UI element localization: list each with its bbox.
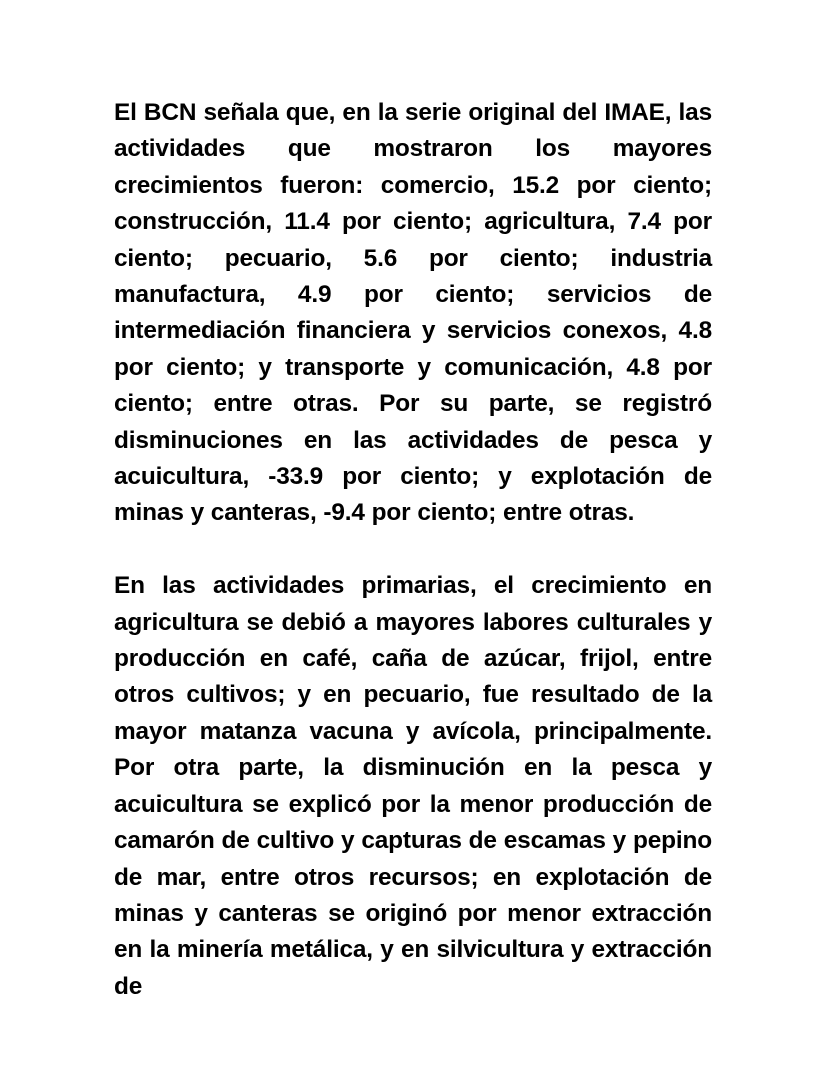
paragraph-imae-crecimientos: El BCN señala que, en la serie original del IMAE, las actividades que mostraron los mayores crecimientos fueron: comercio, 15.2 por ciento; construcción, 11.4 por ciento; agricultura, 7.4 por ciento; pecuario, 5.6 por ciento; industria manufactura, 4.9 por ciento; servicios de intermediación financiera y servicios conexos, 4.8 por ciento; y transporte y comunicación, 4.8 por ciento; entre otras. Por su parte, se registró disminuciones en las actividades de pesca y acuicultura, -33.9 por ciento; y explotación de minas y canteras, -9.4 por ciento; entre otras. (114, 99, 712, 527)
paragraph-actividades-primarias: En las actividades primarias, el crecimiento en agricultura se debió a mayores labores culturales y producción en café, caña de azúcar, frijol, entre otros cultivos; y en pecuario, fue resultado de la mayor matanza vacuna y avícola, principalmente. Por otra parte, la disminución en la pesca y acuicultura se explicó por la menor producción de camarón de cultivo y capturas de escamas y pepino de mar, entre otros recursos; en explotación de minas y canteras se originó por menor extracción en la minería metálica, y en silvicultura y extracción de (114, 572, 712, 1000)
body-text-column (114, 95, 712, 1042)
